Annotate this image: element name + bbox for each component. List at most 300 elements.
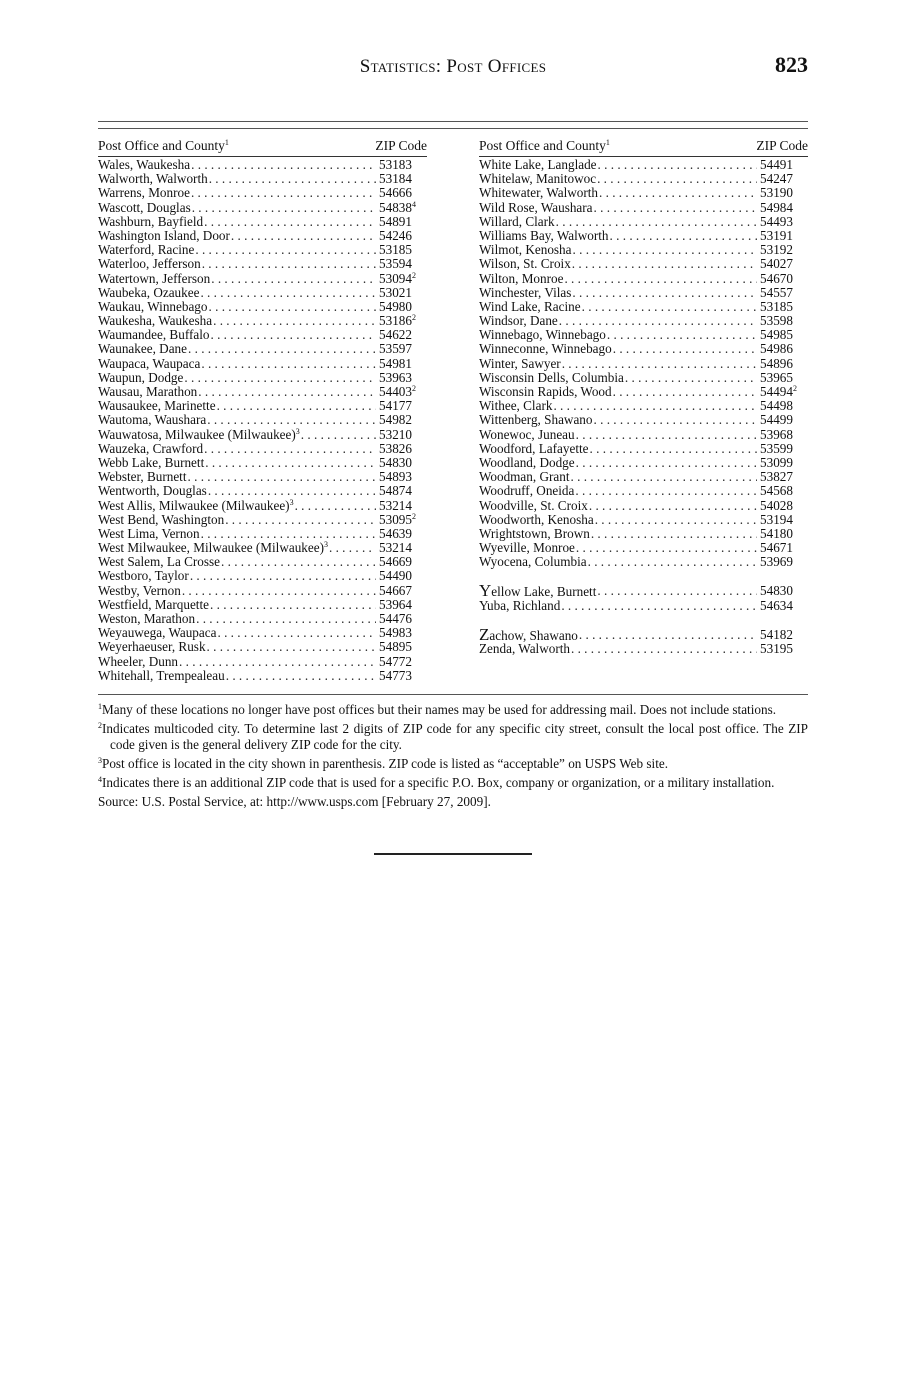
post-office-name: [479, 342, 612, 356]
zip-value: 53195: [760, 641, 793, 656]
leader-dots: [199, 286, 376, 300]
footnote-mark: 2: [411, 511, 416, 521]
list-item: [98, 626, 427, 640]
zip-value: 53191: [760, 227, 793, 243]
list-item: [98, 513, 427, 527]
footnote-mark: 3: [323, 540, 328, 550]
post-office-name: [479, 257, 571, 271]
zip-code: [757, 314, 808, 328]
zip-value: 54985: [760, 327, 793, 343]
post-office-text: Waterloo, Jefferson: [98, 256, 201, 272]
zip-code: [376, 541, 427, 555]
zip-value: 53598: [760, 313, 793, 329]
list-item: [479, 229, 808, 243]
zip-code: [376, 612, 427, 626]
zip-value: 54557: [760, 284, 793, 300]
zip-value: 54028: [760, 497, 793, 513]
post-office-text: Walworth, Walworth: [98, 171, 208, 187]
zip-code: [376, 527, 427, 541]
list-item: [98, 385, 427, 399]
zip-value: 53194: [760, 511, 793, 527]
post-office-text: Woodford, Lafayette: [479, 440, 589, 456]
zip-value: 54498: [760, 398, 793, 414]
post-office-text: Wautoma, Waushara: [98, 412, 207, 428]
post-office-name: [98, 158, 190, 172]
right-entry-list-y: [479, 581, 808, 613]
zip-value: 53969: [760, 554, 793, 570]
zip-value: 53186: [379, 313, 412, 329]
leader-dots: [555, 215, 757, 229]
post-office-name: [479, 642, 570, 656]
list-item: [479, 215, 808, 229]
zip-code: [376, 513, 427, 527]
zip-code: [376, 655, 427, 669]
leader-dots: [181, 584, 376, 598]
post-office-name: [479, 541, 575, 555]
leader-dots: [203, 442, 376, 456]
post-office-text: Windsor, Dane: [479, 313, 558, 329]
post-office-name: [479, 186, 598, 200]
zip-code: [757, 272, 808, 286]
post-office-name: [98, 272, 210, 286]
zip-value: 54622: [379, 327, 412, 343]
list-item: [98, 201, 427, 215]
post-office-text: Wascott, Douglas: [98, 199, 191, 215]
leader-dots: [624, 371, 757, 385]
post-office-name: [479, 357, 561, 371]
leader-dots: [575, 428, 757, 442]
list-item: [479, 555, 808, 569]
zip-code: [757, 470, 808, 484]
leader-dots: [578, 628, 757, 642]
zip-code: [376, 272, 427, 286]
post-office-text: Wittenberg, Shawano: [479, 412, 593, 428]
zip-code: [757, 599, 808, 613]
leader-dots: [208, 300, 377, 314]
leader-dots: [558, 314, 757, 328]
zip-code: [376, 286, 427, 300]
leader-dots: [190, 186, 376, 200]
post-office-name: [479, 499, 588, 513]
post-office-text: Woodworth, Kenosha: [479, 511, 594, 527]
post-office-text: Wisconsin Rapids, Wood: [479, 384, 612, 399]
zip-code: [376, 257, 427, 271]
leader-dots: [561, 357, 757, 371]
leader-dots: [206, 640, 376, 654]
leader-dots: [587, 555, 757, 569]
footnote-text: Post office is located in the city shown in parenthesis. ZIP code is listed as “acceptable” on USPS Web site.: [102, 756, 669, 771]
zip-code: [757, 201, 808, 215]
list-item: [98, 669, 427, 683]
list-item: [479, 456, 808, 470]
post-office-name: [479, 215, 555, 229]
list-item: [479, 342, 808, 356]
leader-dots: [230, 229, 376, 243]
post-office-text: Williams Bay, Walworth: [479, 227, 609, 243]
zip-code: [376, 626, 427, 640]
post-office-text: Webb Lake, Burnett: [98, 454, 205, 470]
leader-dots: [200, 527, 376, 541]
running-title: Statistics: Post Offices: [359, 56, 547, 77]
list-item: [98, 555, 427, 569]
zip-value: 54639: [379, 525, 412, 541]
leader-dots: [612, 342, 757, 356]
list-item: [479, 624, 808, 644]
footnote-mark: 2: [411, 313, 416, 323]
post-office-text: Willard, Clark: [479, 213, 555, 229]
post-office-text: Wentworth, Douglas: [98, 483, 207, 499]
zip-code: [376, 314, 427, 328]
post-office-text: Waumandee, Buffalo: [98, 327, 210, 343]
page-number: 823: [775, 52, 808, 77]
leader-dots: [589, 442, 757, 456]
post-office-name: [98, 243, 194, 257]
zip-value: 54896: [760, 355, 793, 371]
list-item: [98, 215, 427, 229]
post-office-name: [479, 201, 593, 215]
list-item: [98, 229, 427, 243]
zip-value: 53968: [760, 426, 793, 442]
post-office-text: Waukau, Winnebago: [98, 298, 208, 314]
post-office-text: Wonewoc, Juneau: [479, 426, 575, 442]
post-office-text: Wild Rose, Waushara: [479, 199, 593, 215]
leader-dots: [200, 357, 376, 371]
zip-code: [757, 484, 808, 498]
zip-code: [376, 371, 427, 385]
zip-value: 54670: [760, 270, 793, 286]
zip-value: 54490: [379, 568, 412, 584]
post-office-text: Winter, Sawyer: [479, 355, 561, 371]
zip-code: [376, 215, 427, 229]
post-office-name: [98, 186, 190, 200]
zip-value: 54830: [760, 583, 793, 599]
post-office-name: [98, 569, 189, 583]
post-office-name: [98, 598, 209, 612]
post-office-name: [98, 655, 178, 669]
footnote: [98, 702, 808, 718]
post-office-text: Wheeler, Dunn: [98, 653, 179, 669]
leader-dots: [183, 371, 376, 385]
zip-code: [757, 286, 808, 300]
footnote-mark: 2: [411, 270, 416, 280]
post-office-name: [98, 286, 199, 300]
list-item: [479, 314, 808, 328]
leader-dots: [220, 555, 376, 569]
list-item: [98, 456, 427, 470]
leader-dots: [575, 541, 757, 555]
zip-code: [376, 640, 427, 654]
post-office-name: [98, 300, 208, 314]
zip-code: [376, 243, 427, 257]
list-item: [98, 442, 427, 456]
post-office-text: Whitewater, Walworth: [479, 185, 599, 201]
leader-dots: [328, 541, 376, 555]
zip-value: 53826: [379, 440, 412, 456]
list-item: [479, 513, 808, 527]
zip-value: 53095: [379, 511, 412, 527]
page-header: [98, 52, 808, 82]
post-office-name: [98, 342, 187, 356]
post-office-name: [98, 640, 206, 654]
leader-dots: [563, 272, 757, 286]
post-office-name: [479, 599, 560, 613]
footnote-mark: 2: [792, 384, 797, 393]
column-head-zip: ZIP Code: [756, 138, 808, 153]
leader-dots: [197, 385, 376, 399]
post-office-text: Wausaukee, Marinette: [98, 398, 216, 414]
leader-dots: [597, 158, 757, 172]
post-office-name: [479, 555, 587, 569]
zip-code: [376, 158, 427, 172]
zip-code: [376, 555, 427, 569]
zip-value: 54986: [760, 341, 793, 357]
leader-dots: [208, 172, 376, 186]
footnote-mark: 3: [289, 497, 294, 507]
list-item: [479, 300, 808, 314]
post-office-text: Whitelaw, Manitowoc: [479, 171, 597, 187]
leader-dots: [572, 243, 758, 257]
post-office-text: Washington Island, Door: [98, 227, 230, 243]
post-office-text: West Allis, Milwaukee (Milwaukee): [98, 497, 290, 513]
right-entry-list-z: [479, 624, 808, 656]
post-office-text: Wausau, Marathon: [98, 384, 198, 399]
header-rule-top: [98, 121, 808, 122]
column-head-zip: ZIP Code: [375, 138, 427, 153]
post-office-name: [98, 328, 209, 342]
post-office-text: Weyauwega, Waupaca: [98, 625, 217, 641]
zip-code: [376, 584, 427, 598]
zip-code: [757, 499, 808, 513]
post-office-text: Whitehall, Trempealeau: [98, 667, 225, 683]
zip-value: 54180: [760, 525, 793, 541]
list-item: [479, 272, 808, 286]
footnotes: [98, 702, 808, 810]
list-item: [98, 371, 427, 385]
zip-value: 54874: [379, 483, 412, 499]
post-office-name: [479, 385, 612, 399]
right-column: [479, 138, 808, 656]
list-item: [98, 399, 427, 413]
post-office-name: [98, 499, 294, 513]
list-item: [98, 470, 427, 484]
leader-dots: [204, 456, 376, 470]
post-office-name: [98, 201, 191, 215]
zip-value: 53185: [760, 298, 793, 314]
zip-code: [757, 385, 808, 399]
post-office-name: [98, 428, 300, 442]
zip-value: 53021: [379, 284, 412, 300]
leader-dots: [594, 513, 757, 527]
column-head-name: Post Office and County$^1$: [479, 138, 610, 153]
zip-value: 54246: [379, 227, 412, 243]
post-office-name: [479, 243, 572, 257]
zip-value: 53184: [379, 171, 412, 187]
end-rule: [374, 853, 532, 855]
zip-code: [376, 328, 427, 342]
post-office-name: [98, 584, 181, 598]
zip-value: 54666: [379, 185, 412, 201]
table-bottom-rule: [98, 694, 808, 695]
post-office-text: West Milwaukee, Milwaukee (Milwaukee): [98, 540, 324, 556]
zip-value: 54476: [379, 611, 412, 626]
zip-value: 53210: [379, 426, 412, 442]
zip-value: 54893: [379, 469, 412, 485]
zip-code: [757, 628, 808, 642]
zip-value: 53183: [379, 157, 412, 172]
zip-value: 54830: [379, 454, 412, 470]
post-office-text: Zenda, Walworth: [479, 641, 570, 656]
post-office-text: Wilson, St. Croix: [479, 256, 571, 272]
post-office-text: Wales, Waukesha: [98, 157, 191, 172]
zip-value: 54568: [760, 483, 793, 499]
leader-dots: [606, 328, 757, 342]
list-item: [479, 599, 808, 613]
list-item: [479, 328, 808, 342]
zip-code: [376, 413, 427, 427]
leader-dots: [571, 257, 757, 271]
left-column-header: [98, 138, 427, 157]
footnote-mark: 2: [411, 384, 416, 393]
list-item: [98, 357, 427, 371]
header-rule-bottom: [98, 128, 808, 129]
post-office-name: [98, 456, 204, 470]
post-office-text: Weyerhaeuser, Rusk: [98, 639, 206, 655]
list-item: [479, 186, 808, 200]
post-office-name: [479, 272, 563, 286]
zip-code: [376, 300, 427, 314]
footnote-mark: 3: [295, 426, 300, 436]
post-office-name: [98, 541, 328, 555]
zip-value: 53963: [379, 369, 412, 385]
leader-dots: [224, 513, 376, 527]
zip-value: 54980: [379, 298, 412, 314]
post-office-name: [98, 385, 197, 399]
zip-value: 54247: [760, 171, 793, 187]
leader-dots: [187, 342, 376, 356]
list-item: [479, 158, 808, 172]
post-office-name: [98, 314, 212, 328]
leader-dots: [189, 569, 376, 583]
right-column-header: [479, 138, 808, 157]
leader-dots: [178, 655, 376, 669]
post-office-text: Winnebago, Winnebago: [479, 327, 606, 343]
list-item: [98, 172, 427, 186]
zip-value: 54772: [379, 653, 412, 669]
zip-code: [376, 385, 427, 399]
footnote: [98, 721, 808, 753]
zip-code: [757, 555, 808, 569]
list-item: [479, 541, 808, 555]
post-office-text: Watertown, Jefferson: [98, 270, 211, 286]
leader-dots: [300, 428, 376, 442]
list-item: [98, 569, 427, 583]
zip-code: [376, 669, 427, 683]
zip-code: [376, 201, 427, 215]
zip-code: [757, 357, 808, 371]
zip-code: [757, 172, 808, 186]
post-office-name: [98, 527, 200, 541]
leader-dots: [190, 158, 376, 172]
leader-dots: [294, 499, 376, 513]
post-office-text: Winneconne, Winnebago: [479, 341, 612, 357]
zip-value: 53214: [379, 540, 412, 556]
leader-dots: [593, 413, 758, 427]
post-office-text: Winchester, Vilas: [479, 284, 572, 300]
list-item: [98, 286, 427, 300]
post-office-name: [479, 442, 589, 456]
footnote-text: Indicates there is an additional ZIP code that is used for a specific P.O. Box, company or organization, or a military installation.: [102, 775, 775, 790]
post-office-text: Warrens, Monroe: [98, 185, 190, 201]
list-item: [479, 413, 808, 427]
list-item: [98, 243, 427, 257]
left-entry-list: [98, 158, 427, 683]
post-office-text: Wilton, Monroe: [479, 270, 564, 286]
footnote-mark: 4: [411, 199, 416, 209]
leader-dots: [207, 484, 376, 498]
post-office-text: Waukesha, Waukesha: [98, 313, 213, 329]
post-office-text: Westboro, Taylor: [98, 568, 189, 584]
post-office-name: [98, 371, 183, 385]
list-item: [479, 399, 808, 413]
zip-value: 53827: [760, 469, 793, 485]
post-office-name: [479, 172, 596, 186]
letter-initial: Z: [479, 624, 490, 644]
post-office-text: West Bend, Washington: [98, 511, 225, 527]
zip-value: 54982: [379, 412, 412, 428]
zip-value: 54773: [379, 667, 412, 683]
footnote-number: 3: [98, 756, 102, 765]
post-office-name: [479, 371, 624, 385]
post-office-text: Woodville, St. Croix: [479, 497, 588, 513]
leader-dots: [560, 599, 757, 613]
list-item: [479, 357, 808, 371]
zip-value: 54981: [379, 355, 412, 371]
post-office-name: [479, 470, 570, 484]
zip-value: 54027: [760, 256, 793, 272]
post-office-text: Wind Lake, Racine: [479, 298, 581, 314]
zip-code: [757, 229, 808, 243]
list-item: [479, 243, 808, 257]
list-item: [98, 300, 427, 314]
leader-dots: [590, 527, 757, 541]
post-office-text: Woodland, Dodge: [479, 454, 575, 470]
post-office-name: [98, 626, 216, 640]
zip-code: [757, 456, 808, 470]
footnote: [98, 756, 808, 772]
zip-value: 53192: [760, 242, 793, 258]
zip-value: 53599: [760, 440, 793, 456]
zip-code: [757, 428, 808, 442]
post-office-text: Westfield, Marquette: [98, 596, 209, 612]
list-item: [98, 158, 427, 172]
footnote-text: Many of these locations no longer have post offices but their names may be used for addressing mail. Does not include stations.: [102, 702, 776, 717]
list-item: [479, 470, 808, 484]
footnote-number: 2: [98, 721, 102, 730]
right-entry-list-w: [479, 158, 808, 569]
list-item: [98, 272, 427, 286]
column-head-name: Post Office and County$^1$: [98, 138, 229, 153]
zip-code: [757, 342, 808, 356]
list-item: [98, 314, 427, 328]
post-office-name: [98, 612, 195, 626]
post-office-name: [98, 257, 201, 271]
post-office-text: Westby, Vernon: [98, 582, 181, 598]
zip-code: [757, 527, 808, 541]
zip-code: [757, 584, 808, 598]
leader-dots: [216, 626, 376, 640]
leader-dots: [194, 243, 376, 257]
list-item: [479, 581, 808, 601]
